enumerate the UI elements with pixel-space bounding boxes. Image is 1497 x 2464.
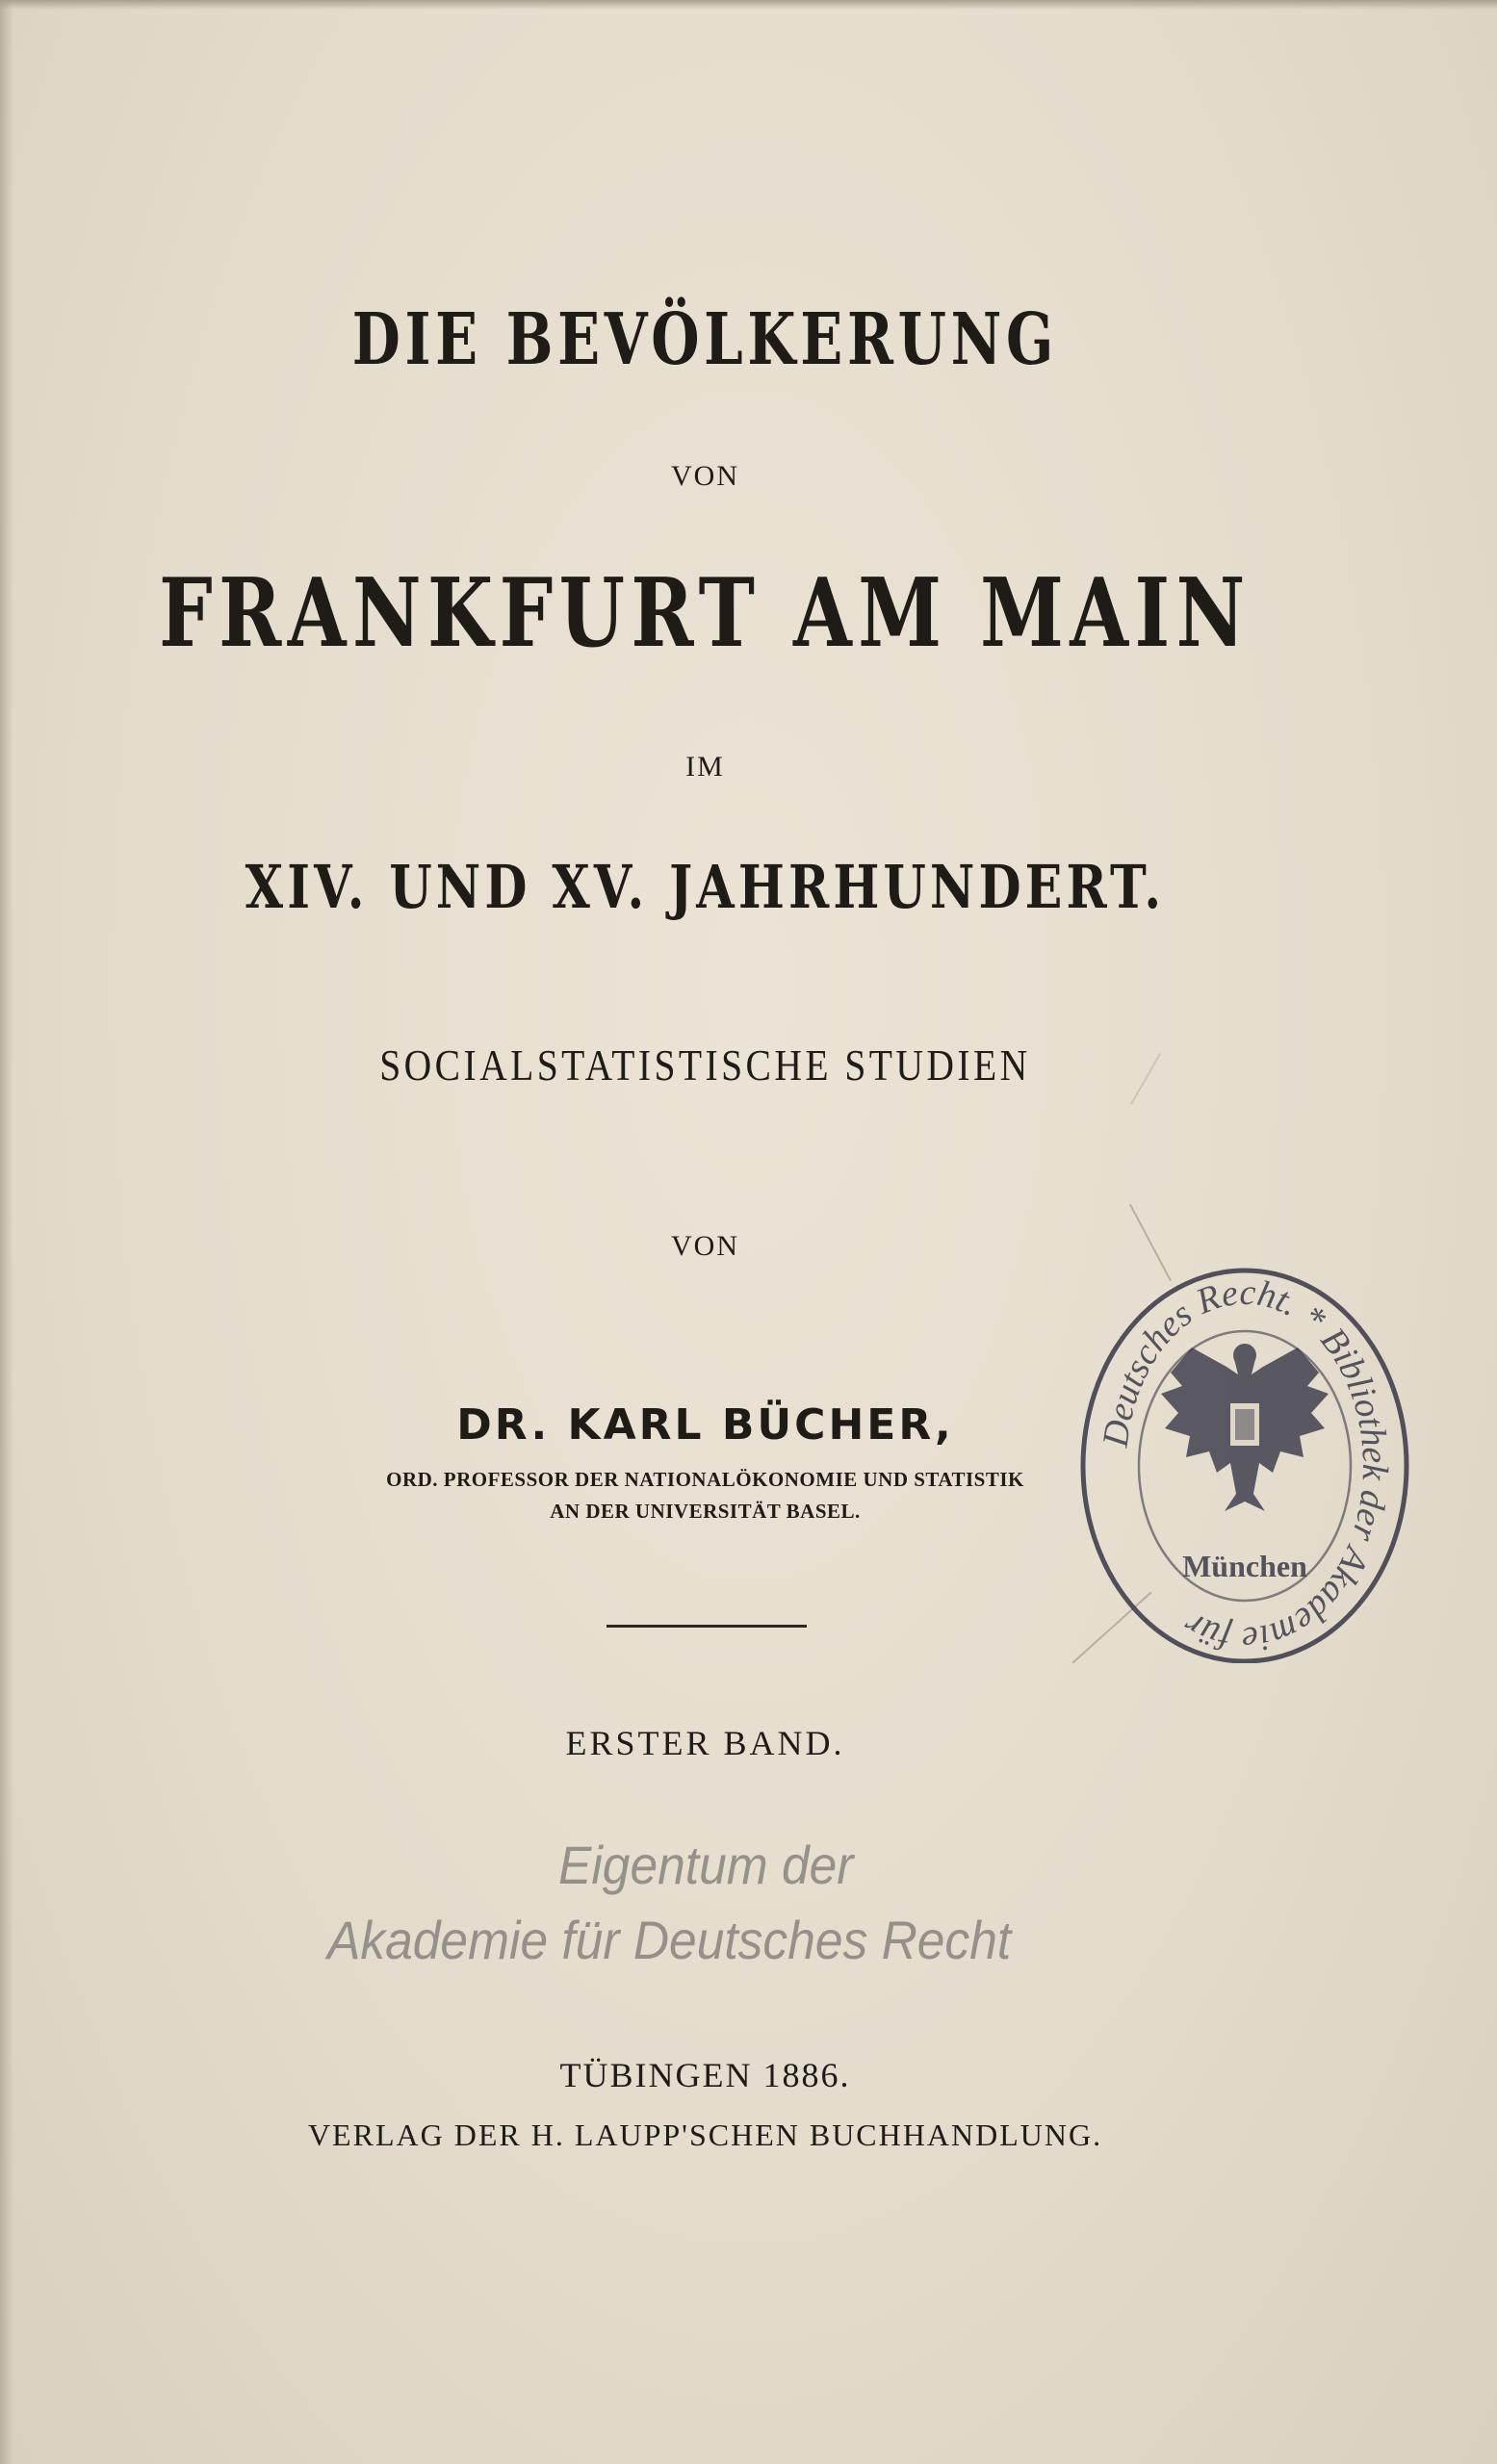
publisher: VERLAG DER H. LAUPP'SCHEN BUCHHANDLUNG. [307,2118,1103,2152]
place-and-year: TÜBINGEN 1886. [559,2056,851,2094]
title-line-3: XIV. UND XV. JAHRHUNDERT. [245,852,1166,922]
seal-city-text: München [1182,1549,1307,1583]
eagle-icon [1161,1344,1329,1511]
connector-im: IM [685,751,725,783]
byline-von: VON [671,1230,739,1262]
seal-ring-text: Deutsches Recht. * Bibliothek der Akademie für [1095,1271,1396,1660]
ownership-stamp-line-2: Akademie für Deutsches Recht [327,1910,1012,1970]
connector-von: VON [671,460,739,492]
divider-rule [607,1625,807,1628]
library-seal-stamp [1076,1259,1413,1663]
ownership-stamp [327,1834,1155,1978]
subtitle: SOCIALSTATISTISCHE STUDIEN [379,1040,1031,1090]
author-affiliation-2: AN DER UNIVERSITÄT BASEL. [550,1500,861,1523]
author-name: DR. KARL BÜCHER, [456,1400,954,1450]
page-top-shadow [0,0,1497,10]
ownership-stamp-line-1: Eigentum der [558,1835,854,1895]
title-line-2: FRANKFURT AM MAIN [159,558,1252,669]
title-line-1: DIE BEVÖLKERUNG [351,298,1059,381]
author-affiliation-1: ORD. PROFESSOR DER NATIONALÖKONOMIE UND STATISTIK [386,1468,1024,1491]
volume-label: ERSTER BAND. [565,1724,845,1762]
